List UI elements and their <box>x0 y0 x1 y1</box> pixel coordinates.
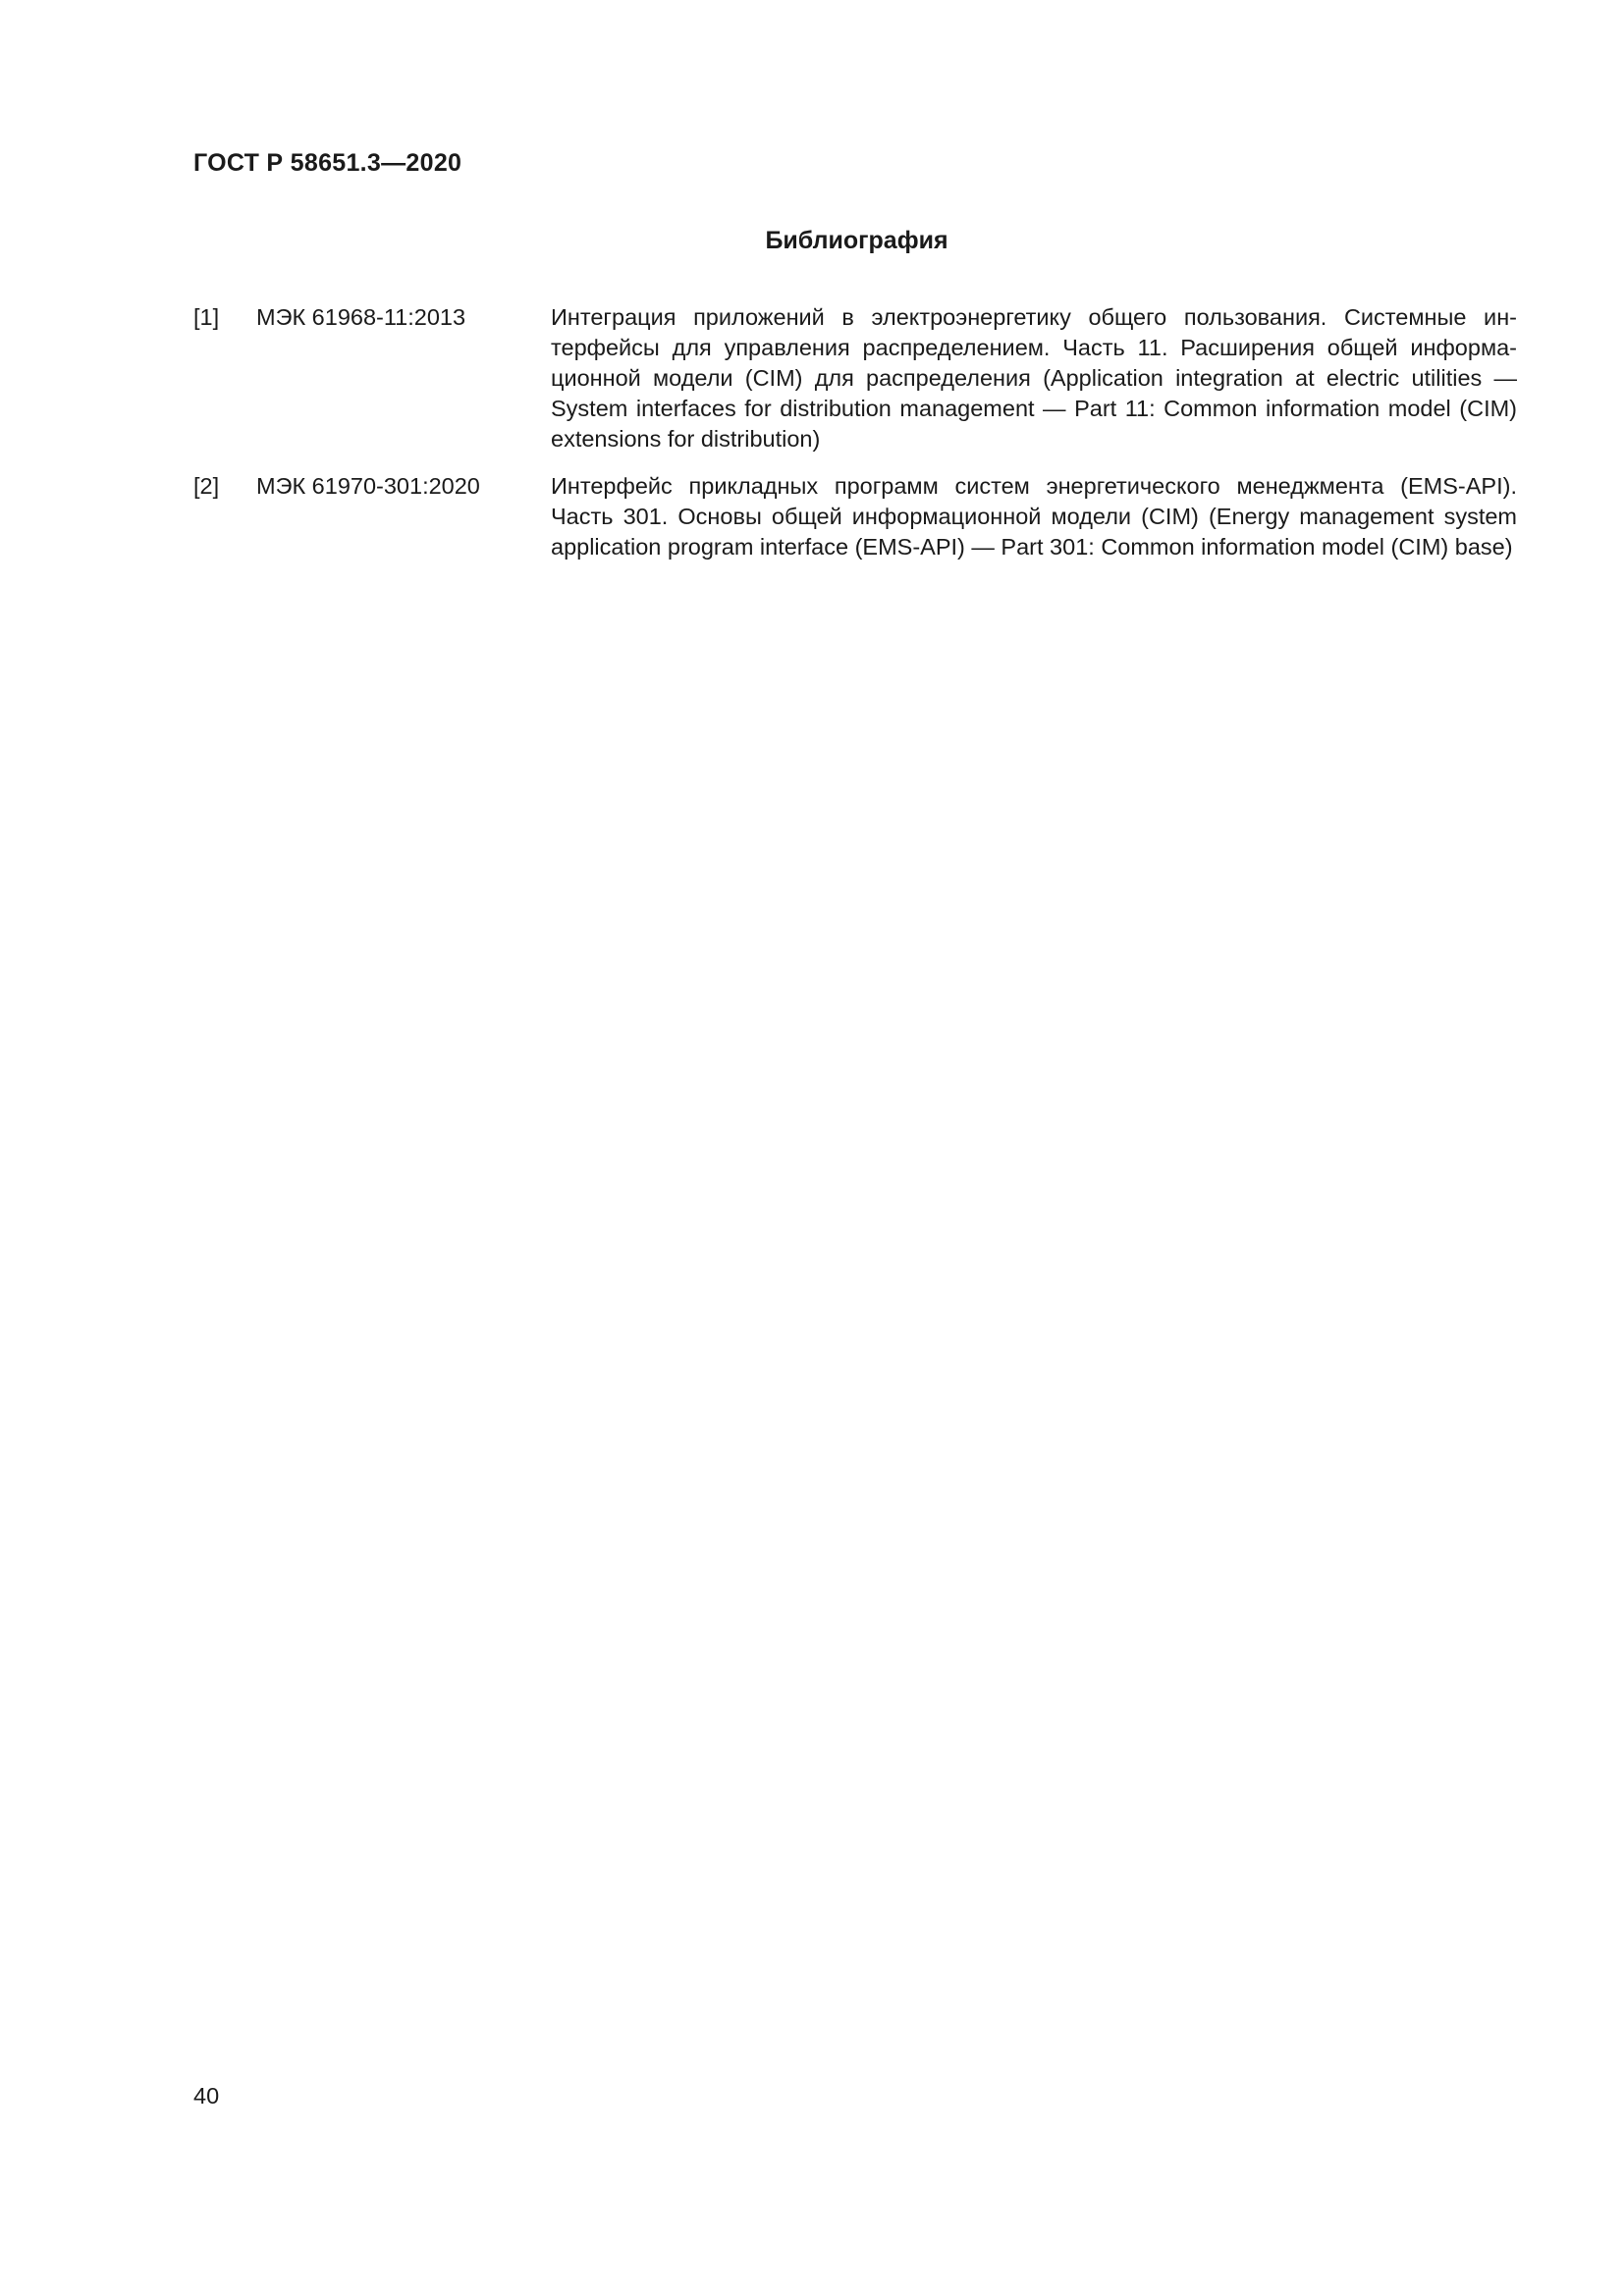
entry-standard-code: МЭК 61968-11:2013 <box>256 304 466 330</box>
entry-number: [1] <box>193 304 220 330</box>
entry-standard-code: МЭК 61970-301:2020 <box>256 473 480 499</box>
section-title: Библиография <box>765 227 948 254</box>
bibliography-entry <box>193 302 1517 454</box>
bibliography-entry <box>193 471 1517 562</box>
entry-number: [2] <box>193 473 220 499</box>
entry-description: Интеграция приложений в электроэнергетику общего пользования. Системные интерфейсы для управления распределением. Часть 11. Расширения общей информационной модели (CIM) для распределения (Application integration at electric utilities — System interfaces for distribution management — Part 11: Common information model (CIM) extensions for distribution) <box>551 304 1517 452</box>
page-number: 40 <box>193 2083 220 2109</box>
bibliography-list <box>193 302 1517 579</box>
document-header: ГОСТ Р 58651.3—2020 <box>193 149 462 177</box>
entry-description: Интерфейс прикладных программ систем энергетического менеджмента (EMS-API). Часть 301. Основы общей информационной модели (CIM) (Energy management system application program interface (EMS-API) — Part 301: Common information model (CIM) base) <box>551 473 1517 560</box>
